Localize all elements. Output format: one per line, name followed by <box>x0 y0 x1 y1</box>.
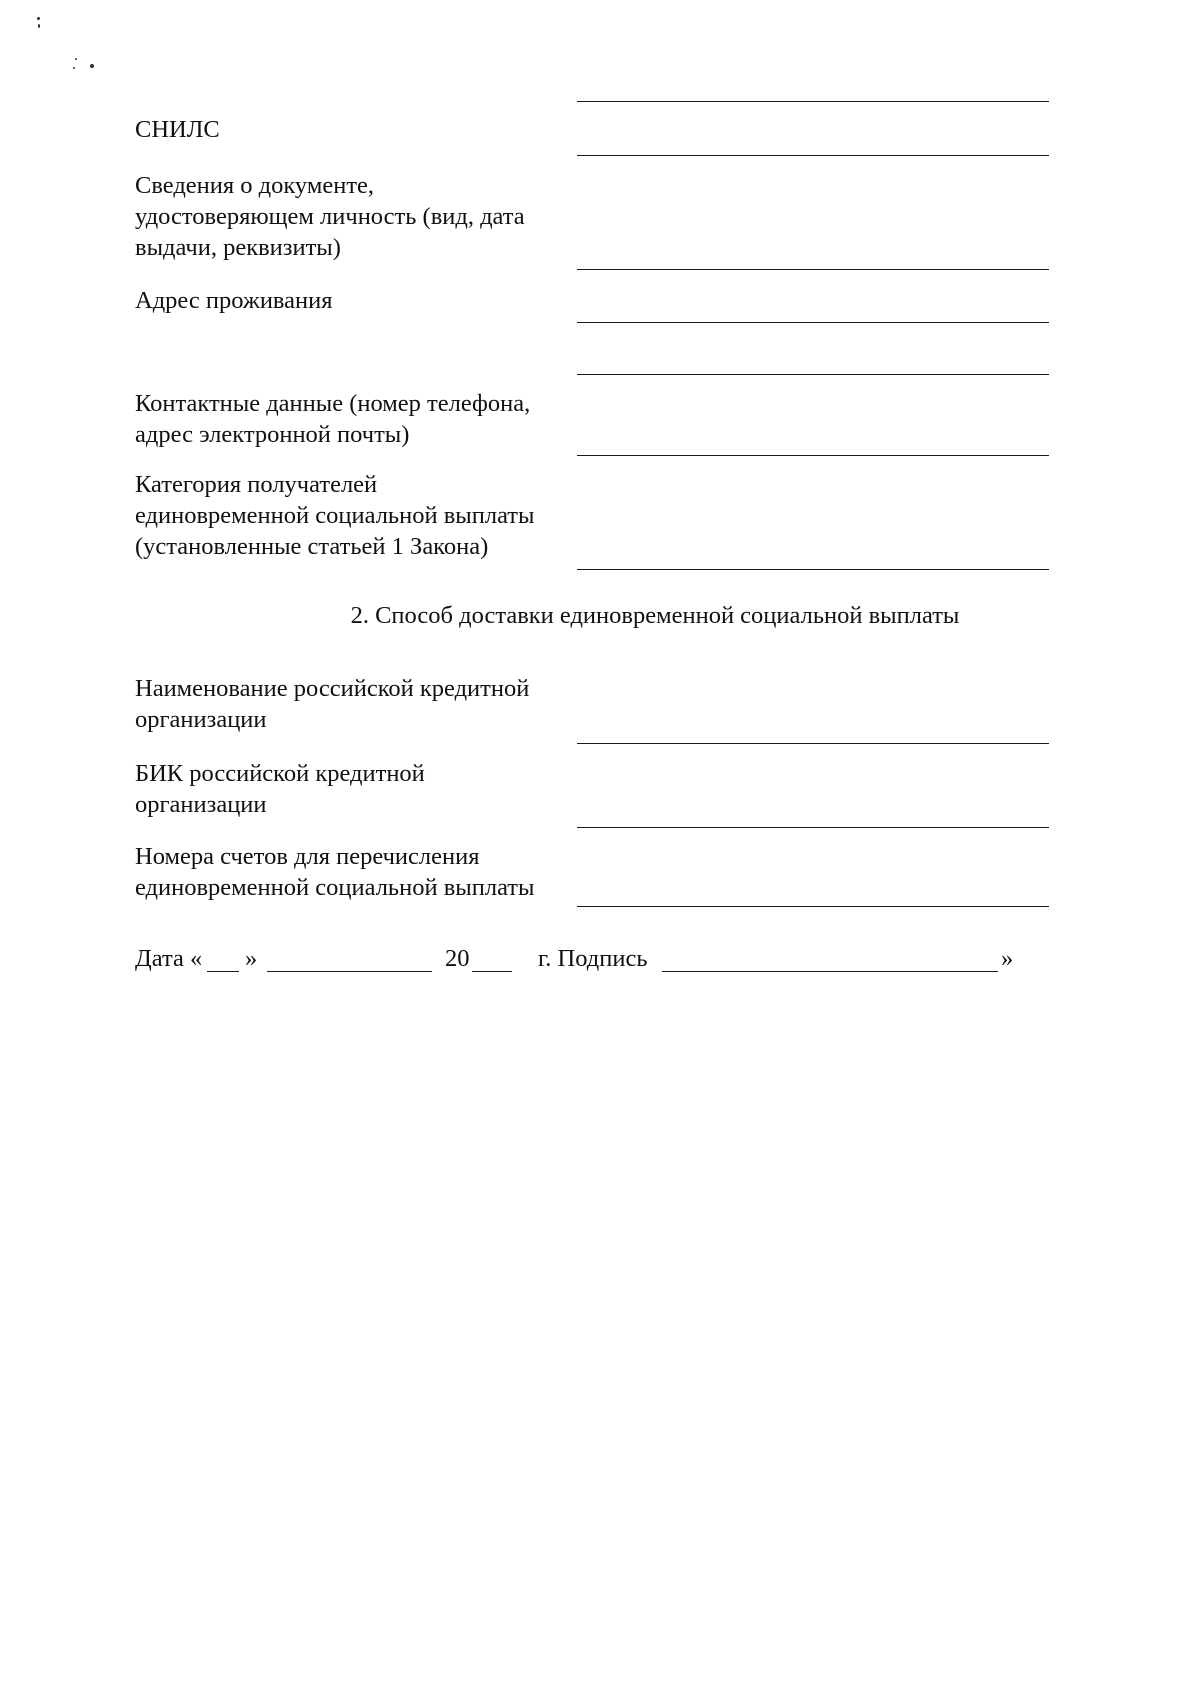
year-prefix: 20 <box>445 945 470 972</box>
field-label-accounts-line1: Номера счетов для перечисления <box>135 843 480 870</box>
day-blank[interactable] <box>207 971 239 972</box>
signature-end-quote: » <box>1001 945 1014 972</box>
signature-blank[interactable] <box>662 971 998 972</box>
field-label-id-doc-line2: удостоверяющем личность (вид, дата <box>135 203 525 230</box>
date-signature-row <box>135 943 1035 977</box>
fill-line-accounts[interactable] <box>577 906 1049 907</box>
fill-line-bank-name[interactable] <box>577 743 1049 744</box>
field-label-bank-name-line2: организации <box>135 706 267 733</box>
field-label-bank-name-line1: Наименование российской кредитной <box>135 675 530 702</box>
scan-speck <box>75 58 77 60</box>
scan-speck <box>38 24 40 28</box>
field-label-category-line2: единовременной социальной выплаты <box>135 502 535 529</box>
month-blank[interactable] <box>267 971 432 972</box>
fill-line-top[interactable] <box>577 101 1049 102</box>
field-label-accounts-line2: единовременной социальной выплаты <box>135 874 535 901</box>
field-label-category-line3: (установленные статьей 1 Закона) <box>135 533 489 560</box>
scan-speck <box>73 67 75 69</box>
year-suffix-signature-label: г. Подпись <box>538 945 648 972</box>
field-label-contacts-line1: Контактные данные (номер телефона, <box>135 390 531 417</box>
field-label-snils: СНИЛС <box>135 116 220 143</box>
section-2-heading: 2. Способ доставки единовременной социальной выплаты <box>350 602 960 629</box>
field-label-contacts-line2: адрес электронной почты) <box>135 421 410 448</box>
field-label-id-doc-line1: Сведения о документе, <box>135 172 375 199</box>
date-label: Дата « <box>135 945 203 972</box>
fill-line-address-2[interactable] <box>577 374 1049 375</box>
fill-line-contacts[interactable] <box>577 455 1049 456</box>
scan-speck <box>37 17 40 20</box>
fill-line-id-doc[interactable] <box>577 269 1049 270</box>
field-label-category-line1: Категория получателей <box>135 471 378 498</box>
day-close-quote: » <box>245 945 258 972</box>
fill-line-snils[interactable] <box>577 155 1049 156</box>
field-label-bik-line1: БИК российской кредитной <box>135 760 425 787</box>
field-label-address: Адрес проживания <box>135 287 333 314</box>
year-blank[interactable] <box>472 971 512 972</box>
fill-line-bik[interactable] <box>577 827 1049 828</box>
fill-line-address-1[interactable] <box>577 322 1049 323</box>
fill-line-category[interactable] <box>577 569 1049 570</box>
field-label-bik-line2: организации <box>135 791 267 818</box>
field-label-id-doc-line3: выдачи, реквизиты) <box>135 234 341 261</box>
scan-speck <box>90 64 94 68</box>
